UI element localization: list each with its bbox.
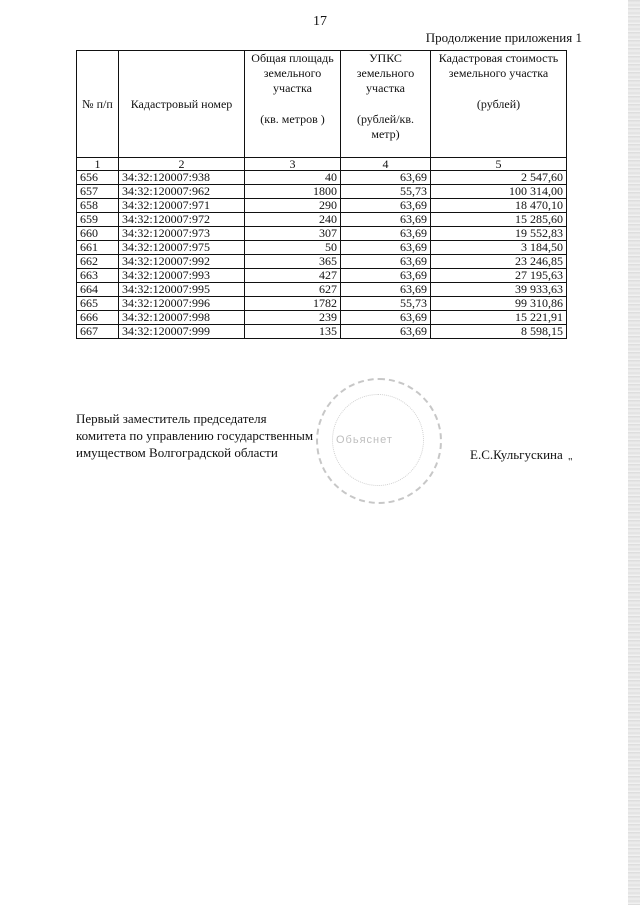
table-row xyxy=(77,227,567,241)
cost-value: 99 310,86 xyxy=(431,297,567,311)
table-row xyxy=(77,269,567,283)
row-number: 661 xyxy=(77,241,119,255)
table-row xyxy=(77,199,567,213)
cost-value: 23 246,85 xyxy=(431,255,567,269)
table-row xyxy=(77,283,567,297)
cadastral-number: 34:32:120007:972 xyxy=(119,213,245,227)
header-upks-unit: (рублей/кв. метр) xyxy=(356,112,415,141)
cadastral-number: 34:32:120007:973 xyxy=(119,227,245,241)
header-upks xyxy=(341,51,431,158)
cadastral-number: 34:32:120007:998 xyxy=(119,311,245,325)
cadastral-number: 34:32:120007:992 xyxy=(119,255,245,269)
area-value: 1800 xyxy=(245,185,341,199)
header-upks-label: УПКС земельного участка xyxy=(356,51,415,95)
upks-value: 63,69 xyxy=(341,199,431,213)
closing-quote: " xyxy=(568,456,573,468)
upks-value: 63,69 xyxy=(341,283,431,297)
area-value: 50 xyxy=(245,241,341,255)
upks-value: 55,73 xyxy=(341,297,431,311)
cost-value: 8 598,15 xyxy=(431,325,567,339)
area-value: 240 xyxy=(245,213,341,227)
header-cadastral: Кадастровый номер xyxy=(119,51,245,158)
table-row xyxy=(77,311,567,325)
area-value: 627 xyxy=(245,283,341,297)
column-number: 4 xyxy=(341,158,431,171)
cost-value: 15 285,60 xyxy=(431,213,567,227)
header-cost xyxy=(431,51,567,158)
upks-value: 55,73 xyxy=(341,185,431,199)
upks-value: 63,69 xyxy=(341,227,431,241)
row-number: 664 xyxy=(77,283,119,297)
header-num: № п/п xyxy=(77,51,119,158)
cadastral-number: 34:32:120007:993 xyxy=(119,269,245,283)
cadastral-number: 34:32:120007:971 xyxy=(119,199,245,213)
table-row xyxy=(77,255,567,269)
table-row xyxy=(77,185,567,199)
signature-line: Первый заместитель председателя xyxy=(76,411,267,426)
column-number: 5 xyxy=(431,158,567,171)
cost-value: 39 933,63 xyxy=(431,283,567,297)
row-number: 658 xyxy=(77,199,119,213)
row-number: 667 xyxy=(77,325,119,339)
row-number: 663 xyxy=(77,269,119,283)
table-row xyxy=(77,325,567,339)
cost-value: 3 184,50 xyxy=(431,241,567,255)
cadastral-number: 34:32:120007:999 xyxy=(119,325,245,339)
signer-name: Е.С.Кульгускина xyxy=(470,447,563,462)
table-row xyxy=(77,171,567,185)
signature-line: комитета по управлению государственным xyxy=(76,428,314,443)
upks-value: 63,69 xyxy=(341,255,431,269)
header-area xyxy=(245,51,341,158)
cadastral-number: 34:32:120007:996 xyxy=(119,297,245,311)
signature-line: имуществом Волгоградской области xyxy=(76,445,278,460)
upks-value: 63,69 xyxy=(341,171,431,185)
header-area-unit: (кв. метров ) xyxy=(260,112,325,126)
cost-value: 19 552,83 xyxy=(431,227,567,241)
cadastral-number: 34:32:120007:995 xyxy=(119,283,245,297)
signature-block xyxy=(76,410,313,461)
area-value: 290 xyxy=(245,199,341,213)
column-number-row xyxy=(77,158,567,171)
cadastral-number: 34:32:120007:962 xyxy=(119,185,245,199)
header-area-label: Общая площадь земельного участка xyxy=(251,51,334,95)
upks-value: 63,69 xyxy=(341,269,431,283)
column-number: 1 xyxy=(77,158,119,171)
header-cost-label: Кадастровая стоимость земельного участка xyxy=(438,51,559,80)
cadastral-number: 34:32:120007:975 xyxy=(119,241,245,255)
header-cost-unit: (рублей) xyxy=(476,97,521,111)
row-number: 666 xyxy=(77,311,119,325)
upks-value: 63,69 xyxy=(341,213,431,227)
row-number: 665 xyxy=(77,297,119,311)
area-value: 1782 xyxy=(245,297,341,311)
upks-value: 63,69 xyxy=(341,241,431,255)
area-value: 365 xyxy=(245,255,341,269)
row-number: 659 xyxy=(77,213,119,227)
cost-value: 100 314,00 xyxy=(431,185,567,199)
table-row xyxy=(77,241,567,255)
upks-value: 63,69 xyxy=(341,325,431,339)
continuation-label: Продолжение приложения 1 xyxy=(425,30,582,45)
official-stamp xyxy=(316,378,442,504)
upks-value: 63,69 xyxy=(341,311,431,325)
cost-value: 18 470,10 xyxy=(431,199,567,213)
area-value: 40 xyxy=(245,171,341,185)
page-number: 17 xyxy=(313,14,327,29)
cadastral-number: 34:32:120007:938 xyxy=(119,171,245,185)
table-row xyxy=(77,297,567,311)
table-header-row xyxy=(77,51,567,158)
column-number: 3 xyxy=(245,158,341,171)
row-number: 660 xyxy=(77,227,119,241)
area-value: 135 xyxy=(245,325,341,339)
row-number: 656 xyxy=(77,171,119,185)
stamp-text: Обьяснет xyxy=(336,434,393,446)
area-value: 239 xyxy=(245,311,341,325)
cost-value: 15 221,91 xyxy=(431,311,567,325)
table-row xyxy=(77,213,567,227)
row-number: 657 xyxy=(77,185,119,199)
row-number: 662 xyxy=(77,255,119,269)
cadastral-table xyxy=(76,50,567,339)
area-value: 427 xyxy=(245,269,341,283)
column-number: 2 xyxy=(119,158,245,171)
scan-edge xyxy=(628,0,640,905)
area-value: 307 xyxy=(245,227,341,241)
cost-value: 27 195,63 xyxy=(431,269,567,283)
cost-value: 2 547,60 xyxy=(431,171,567,185)
